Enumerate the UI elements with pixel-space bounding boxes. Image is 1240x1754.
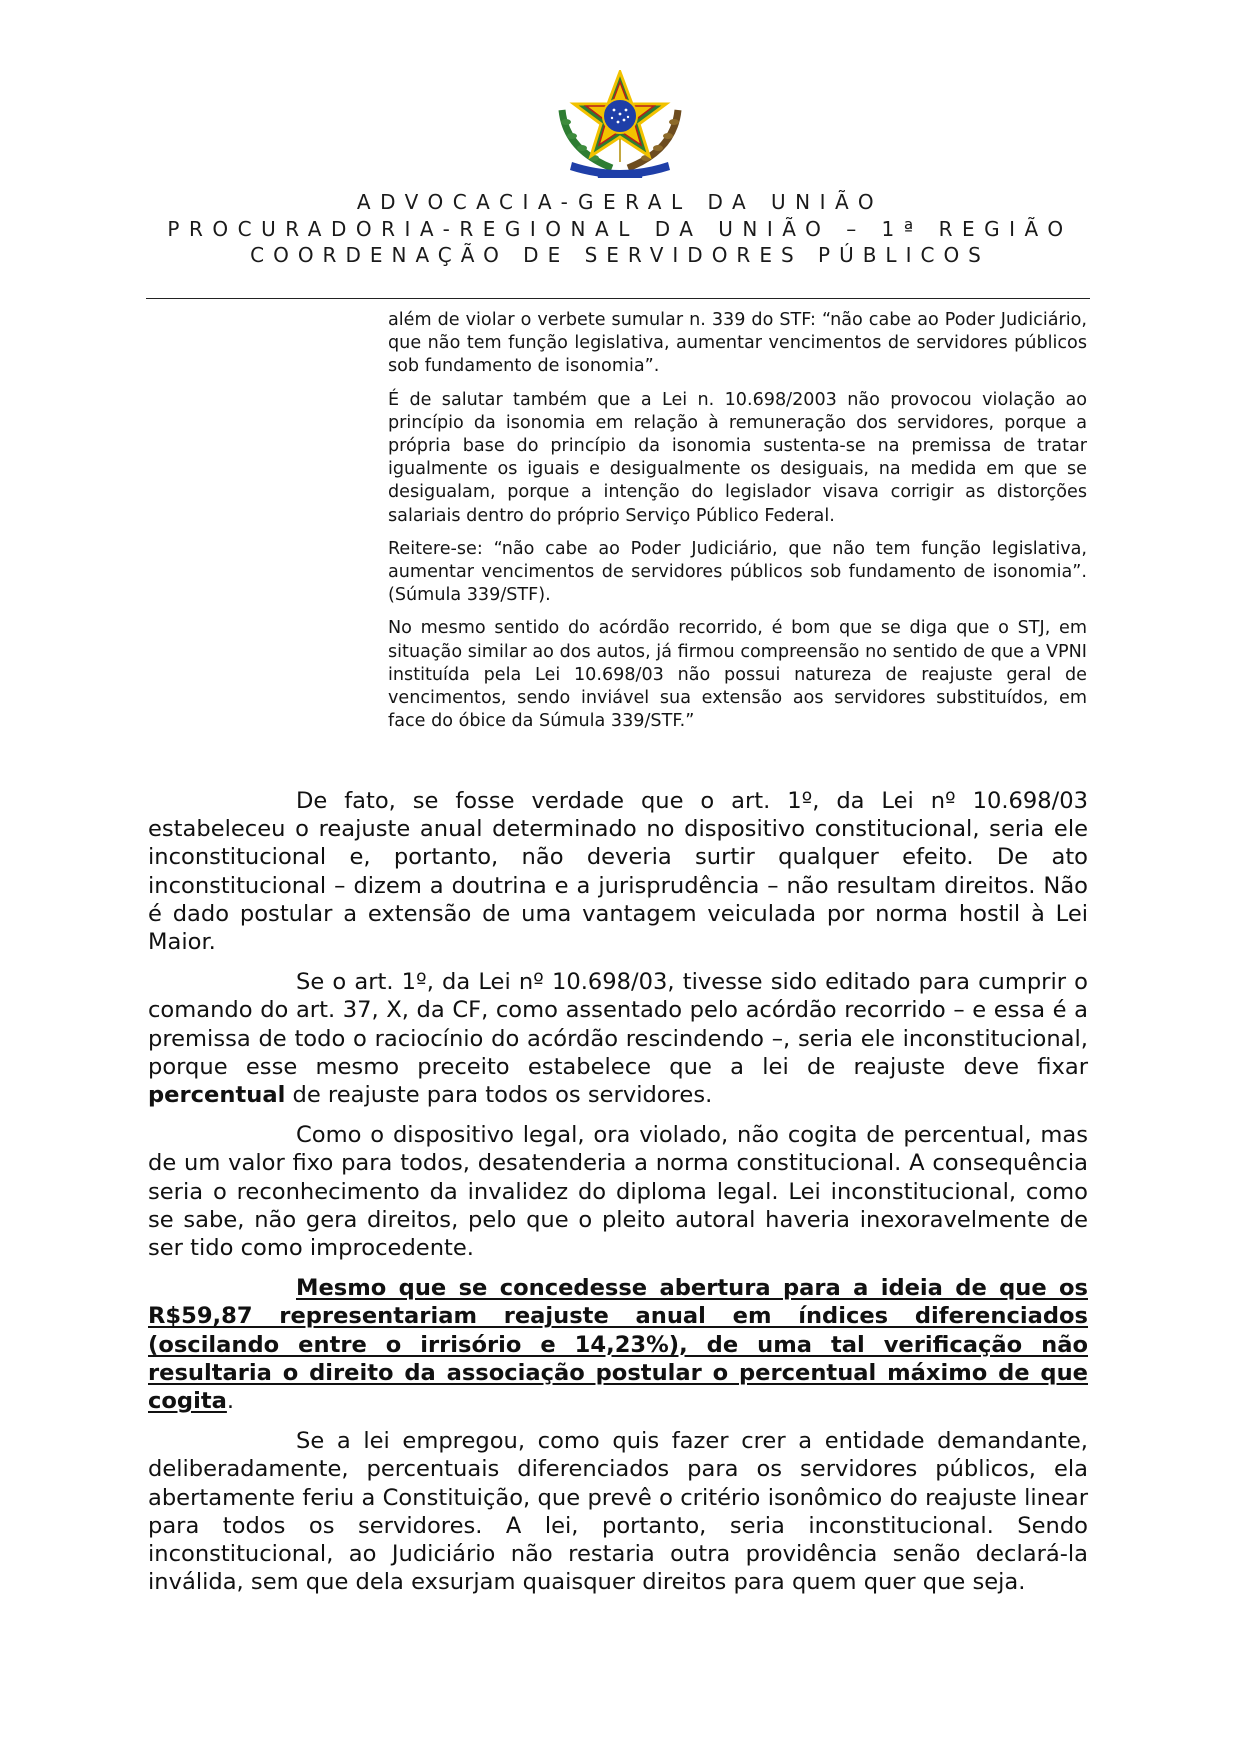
body-paragraph: Como o dispositivo legal, ora violado, não cogita de percentual, mas de um valor fixo para todos, desatenderia a norma constitucional. A consequência seria o reconhecimento da invalidez do diploma legal. Lei inconstitucional, como se sabe, não gera direitos, pelo que o pleito autoral haveria inexoravelmente de ser tido como improcedente. xyxy=(148,1122,1088,1262)
header-coordination: COORDENAÇÃO DE SERVIDORES PÚBLICOS xyxy=(250,243,990,267)
header-institution: ADVOCACIA-GERAL DA UNIÃO xyxy=(356,190,884,214)
document-body xyxy=(148,787,1088,1608)
underlined-bold-text: Mesmo que se concedesse abertura para a ideia de que os R$59,87 representariam reajuste anual em índices diferenciados (oscilando entre o irrisório e 14,23%), de uma tal verificação não resultaria o direito da associação postular o percentual máximo de que cogita xyxy=(148,1275,1088,1415)
quotation-block xyxy=(388,309,1087,743)
quote-paragraph: além de violar o verbete sumular n. 339 do STF: “não cabe ao Poder Judiciário, que não tem função legislativa, aumentar vencimentos de servidores públicos sob fundamento de isonomia”. xyxy=(388,310,1087,377)
quote-paragraph: No mesmo sentido do acórdão recorrido, é bom que se diga que o STJ, em situação similar ao dos autos, já firmou compreensão no sentido de que a VPNI instituída pela Lei 10.698/03 não possui natureza de reajuste geral de vencimentos, sendo inviável sua extensão aos servidores substituídos, em face do óbice da Súmula 339/STF.” xyxy=(388,618,1087,732)
body-text: de reajuste para todos os servidores. xyxy=(285,1082,713,1109)
quote-paragraph: Reitere-se: “não cabe ao Poder Judiciário, que não tem função legislativa, aumentar vencimentos de servidores públicos sob fundamento de isonomia”. (Súmula 339/STF). xyxy=(388,538,1087,606)
bold-emphasis: percentual xyxy=(148,1082,286,1109)
body-paragraph-emphasis xyxy=(148,1274,1088,1415)
header-regional-office: PROCURADORIA-REGIONAL DA UNIÃO – 1ª REGIÃO xyxy=(167,216,1073,241)
body-paragraph: De fato, se fosse verdade que o art. 1º, da Lei nº 10.698/03 estabeleceu o reajuste anual determinado no dispositivo constitucional, seria ele inconstitucional e, portanto, não deveria surtir qualquer efeito. De ato inconstitucional – dizem a doutrina e a jurisprudência – não resultam direitos. Não é dado postular a extensão de uma vantagem veiculada por norma hostil à Lei Maior. xyxy=(148,788,1088,956)
quote-paragraph: É de salutar também que a Lei n. 10.698/2003 não provocou violação ao princípio da isonomia em relação à remuneração dos servidores, porque a própria base do princípio da isonomia sustenta-se na premissa de tratar igualmente os iguais e desigualmente os desiguais, na medida em que se desigualam, porque a intenção do legislador visava corrigir as distorções salariais dentro do próprio Serviço Público Federal. xyxy=(388,389,1087,526)
brazil-coat-of-arms-emblem xyxy=(552,70,688,182)
document-header xyxy=(0,189,1240,269)
body-text: Se o art. 1º, da Lei nº 10.698/03, tivesse sido editado para cumprir o comando do art. 37, X, da CF, como assentado pelo acórdão recorrido – e essa é a premissa de todo o raciocínio do acórdão rescindendo –, seria ele inconstitucional, porque esse mesmo preceito estabelece que a lei de reajuste deve fixar xyxy=(148,969,1088,1080)
body-paragraph: Se a lei empregou, como quis fazer crer a entidade demandante, deliberadamente, percentuais diferenciados para os servidores públicos, ela abertamente feriu a Constituição, que prevê o critério isonômico do reajuste linear para todos os servidores. A lei, portanto, seria inconstitucional. Sendo inconstitucional, ao Judiciário não restaria outra providência senão declará-la inválida, sem que dela exsurjam quaisquer direitos para quem quer que seja. xyxy=(148,1428,1088,1596)
header-divider xyxy=(146,298,1090,299)
body-paragraph xyxy=(148,968,1088,1109)
body-text: . xyxy=(226,1388,235,1415)
